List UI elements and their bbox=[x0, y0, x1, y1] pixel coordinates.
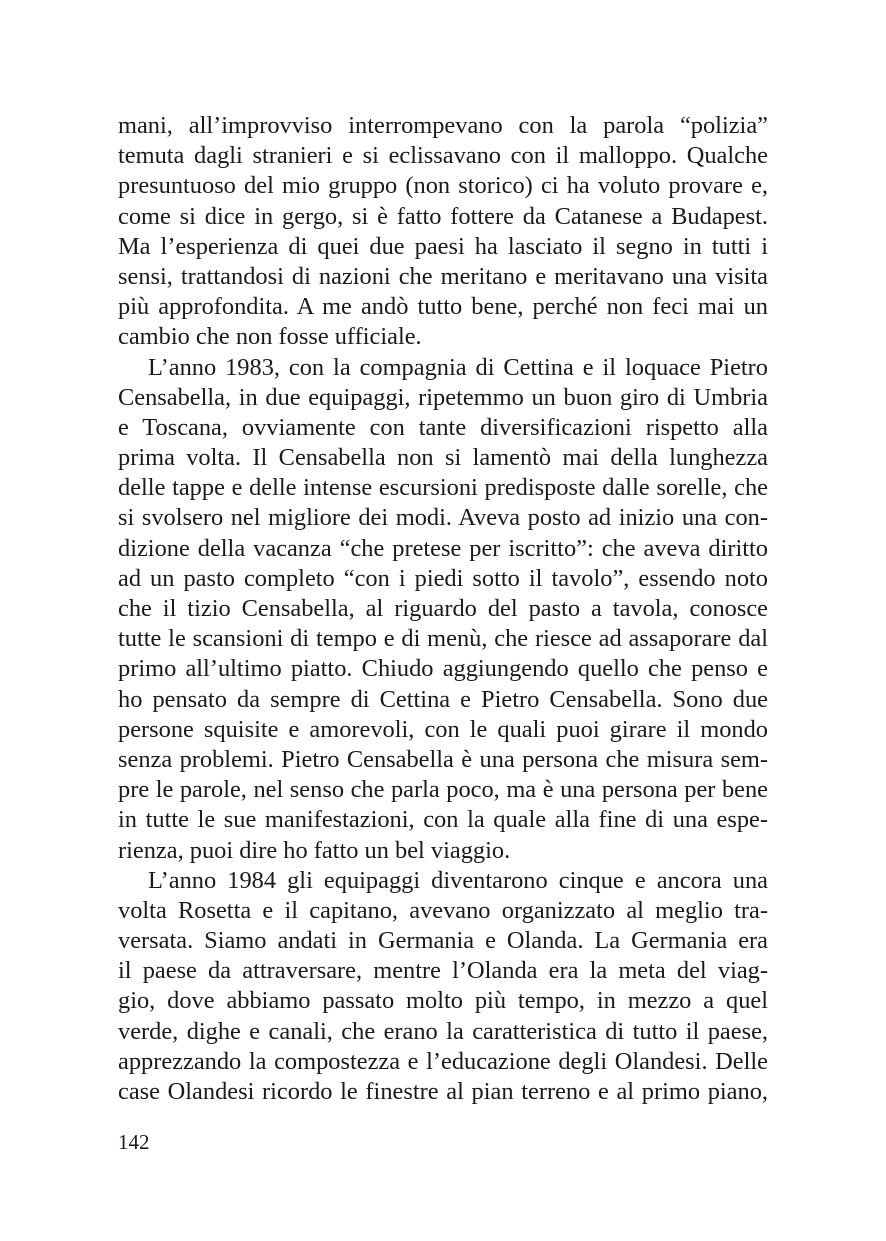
paragraph bbox=[118, 866, 768, 1108]
text-line: Ma l’esperienza di quei due paesi ha lasciato il segno in tutti i bbox=[118, 232, 768, 260]
text-line: sensi, trattandosi di nazioni che meritano e meritavano una visita bbox=[118, 262, 768, 290]
text-line: pre le parole, nel senso che parla poco, ma è una persona per bene bbox=[118, 776, 768, 804]
text-line: e Toscana, ovviamente con tante diversificazioni rispetto alla bbox=[118, 413, 768, 441]
text-line: case Olandesi ricordo le finestre al pian terreno e al primo piano, bbox=[118, 1078, 768, 1105]
text-line: volta Rosetta e il capitano, avevano organizzato al meglio tra- bbox=[118, 896, 768, 924]
text-line: temuta dagli stranieri e si eclissavano con il malloppo. Qualche bbox=[118, 142, 768, 170]
text-line: mani, all’improvviso interrompevano con la parola “polizia” bbox=[118, 112, 768, 139]
body-text bbox=[118, 111, 768, 1107]
paragraph bbox=[118, 111, 768, 353]
text-line: che il tizio Censabella, al riguardo del pasto a tavola, conosce bbox=[118, 595, 768, 622]
text-line: persone squisite e amorevoli, con le quali puoi girare il mondo bbox=[118, 715, 768, 743]
text-line: dizione della vacanza “che pretese per iscritto”: che aveva diritto bbox=[118, 534, 768, 562]
text-line: presuntuoso del mio gruppo (non storico) ci ha voluto provare e, bbox=[118, 172, 768, 200]
text-line: L’anno 1984 gli equipaggi diventarono cinque e ancora una bbox=[148, 866, 768, 894]
page-number: 142 bbox=[118, 1130, 150, 1154]
text-line: tutte le scansioni di tempo e di menù, che riesce ad assaporare dal bbox=[118, 625, 768, 653]
text-line: cambio che non fosse ufficiale. bbox=[118, 323, 422, 351]
text-line: Censabella, in due equipaggi, ripetemmo un buon giro di Umbria bbox=[118, 383, 768, 411]
text-line: L’anno 1983, con la compagnia di Cettina e il loquace Pietro bbox=[148, 353, 768, 381]
text-line: apprezzando la compostezza e l’educazione degli Olandesi. Delle bbox=[118, 1047, 768, 1075]
text-line: prima volta. Il Censabella non si lamentò mai della lunghezza bbox=[118, 444, 768, 472]
text-line: come si dice in gergo, si è fatto fottere da Catanese a Budapest. bbox=[118, 202, 768, 230]
text-line: ho pensato da sempre di Cettina e Pietro Censabella. Sono due bbox=[118, 685, 768, 713]
paragraph bbox=[118, 353, 768, 866]
text-line: primo all’ultimo piatto. Chiudo aggiungendo quello che penso e bbox=[118, 655, 768, 683]
text-line: delle tappe e delle intense escursioni predisposte dalle sorelle, che bbox=[118, 474, 768, 502]
text-line: gio, dove abbiamo passato molto più tempo, in mezzo a quel bbox=[118, 987, 768, 1015]
text-line: versata. Siamo andati in Germania e Olanda. La Germania era bbox=[118, 927, 768, 955]
text-line: più approfondita. A me andò tutto bene, perché non feci mai un bbox=[118, 293, 768, 321]
text-line: si svolsero nel migliore dei modi. Aveva posto ad inizio una con- bbox=[118, 504, 768, 532]
text-line: il paese da attraversare, mentre l’Olanda era la meta del viag- bbox=[118, 957, 768, 985]
text-line: in tutte le sue manifestazioni, con la quale alla fine di una espe- bbox=[118, 806, 768, 834]
text-line: ad un pasto completo “con i piedi sotto il tavolo”, essendo noto bbox=[118, 564, 768, 592]
text-line: senza problemi. Pietro Censabella è una persona che misura sem- bbox=[118, 745, 768, 773]
text-line: verde, dighe e canali, che erano la caratteristica di tutto il paese, bbox=[118, 1017, 768, 1045]
text-line: rienza, puoi dire ho fatto un bel viaggio. bbox=[118, 836, 511, 864]
